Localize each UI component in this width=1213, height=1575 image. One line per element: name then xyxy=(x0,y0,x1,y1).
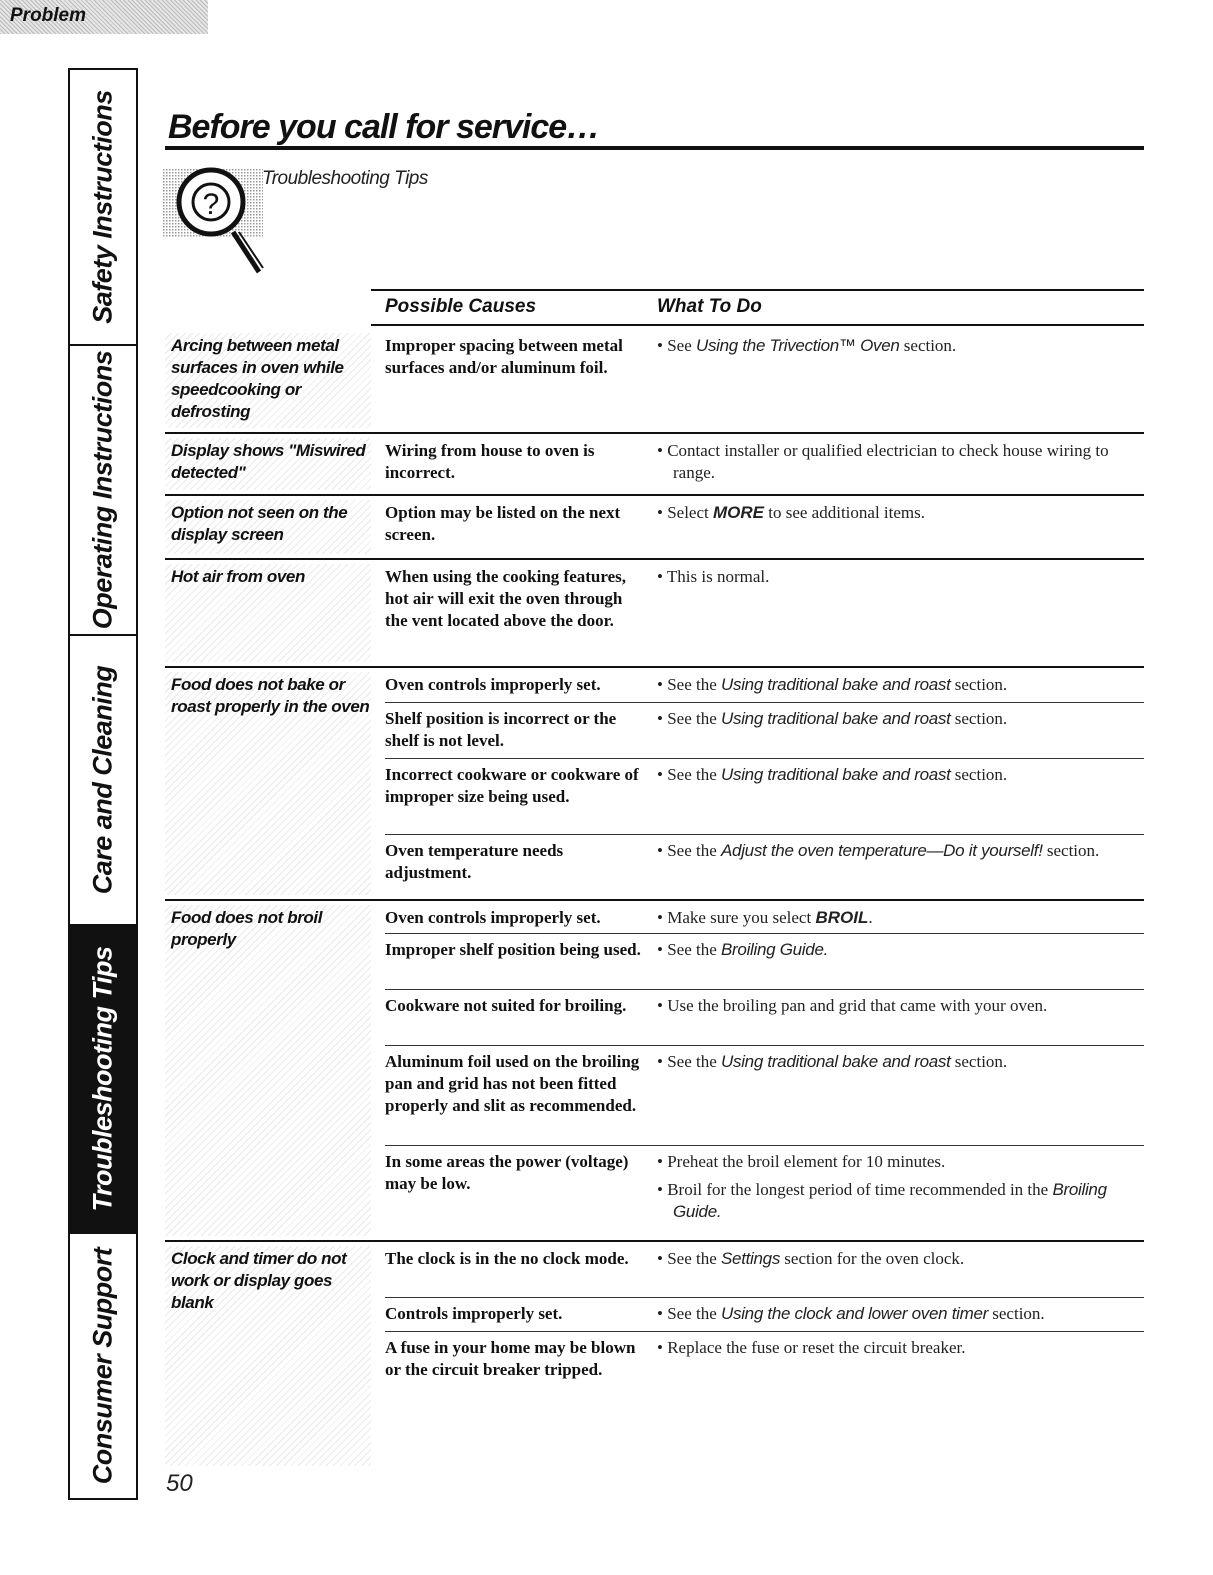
todo-bullet: • This is normal. xyxy=(657,567,770,586)
possible-cause: Oven controls improperly set. xyxy=(385,675,601,694)
possible-cause: Aluminum foil used on the broiling pan and grid has not been fitted properly and slit as recommended. xyxy=(385,1052,640,1115)
what-to-do xyxy=(657,995,1147,1017)
entry-divider xyxy=(385,1331,1144,1332)
page-number: 50 xyxy=(166,1470,193,1497)
possible-cause: Improper shelf position being used. xyxy=(385,940,641,959)
problem-text: Arcing between metal surfaces in oven while speedcooking or defrosting xyxy=(171,336,344,421)
possible-cause: Cookware not suited for broiling. xyxy=(385,996,627,1015)
todo-bullet: • See the Using the clock and lower oven timer section. xyxy=(657,1304,1045,1323)
problem-text: Hot air from oven xyxy=(171,567,305,586)
entry-divider xyxy=(385,758,1144,759)
possible-cause: Shelf position is incorrect or the shelf is not level. xyxy=(385,709,617,750)
problem-text: Option not seen on the display screen xyxy=(171,503,348,544)
todo-bullet: • See the Using traditional bake and roast section. xyxy=(657,675,1008,694)
header-bottom-rule xyxy=(371,324,1144,326)
what-to-do xyxy=(657,674,1147,696)
todo-bullet: • Use the broiling pan and grid that came with your oven. xyxy=(657,996,1048,1015)
side-tab-safety[interactable] xyxy=(70,70,136,346)
what-to-do xyxy=(657,1248,1147,1270)
what-to-do xyxy=(657,566,1147,588)
side-tab-label: Operating Instructions xyxy=(87,350,118,630)
todo-bullet: • See the Settings section for the oven clock. xyxy=(657,1249,965,1268)
side-tab-strip xyxy=(68,68,138,1500)
row-divider xyxy=(165,494,1144,496)
side-tab-care[interactable] xyxy=(70,636,136,926)
possible-cause: Improper spacing between metal surfaces and/or aluminum foil. xyxy=(385,336,623,377)
problem-text: Clock and timer do not work or display goes blank xyxy=(171,1249,347,1312)
problem-text: Food does not bake or roast properly in the oven xyxy=(171,675,370,716)
row-divider xyxy=(165,899,1144,901)
header-top-rule xyxy=(371,289,1144,291)
entry-divider xyxy=(385,1045,1144,1046)
what-to-do xyxy=(657,1051,1147,1073)
todo-bullet: • See the Adjust the oven temperature—Do it yourself! section. xyxy=(657,841,1100,860)
todo-bullet: • Make sure you select BROIL. xyxy=(657,908,873,927)
what-to-do xyxy=(657,907,1147,929)
entry-divider xyxy=(385,834,1144,835)
side-tab-label: Troubleshooting Tips xyxy=(87,946,118,1212)
row-divider xyxy=(165,666,1144,668)
todo-bullet: • Broil for the longest period of time recommended in the Broiling Guide. xyxy=(657,1180,1107,1221)
side-tab-consumer-support[interactable] xyxy=(70,1234,136,1498)
problem-text: Food does not broil properly xyxy=(171,908,323,949)
possible-cause: In some areas the power (voltage) may be low. xyxy=(385,1152,629,1193)
possible-cause: Wiring from house to oven is incorrect. xyxy=(385,441,595,482)
what-to-do xyxy=(657,1337,1147,1359)
column-header-problem: Problem xyxy=(0,0,208,34)
entry-divider xyxy=(385,1297,1144,1298)
todo-bullet: • See the Using traditional bake and roast section. xyxy=(657,709,1008,728)
problem-cell-background xyxy=(165,905,371,1236)
section-subtitle: Troubleshooting Tips xyxy=(262,168,428,189)
title-rule xyxy=(165,146,1144,150)
what-to-do xyxy=(657,502,1147,524)
what-to-do xyxy=(657,840,1147,862)
todo-bullet: • See the Using traditional bake and roast section. xyxy=(657,1052,1008,1071)
side-tab-troubleshooting[interactable] xyxy=(70,926,136,1234)
svg-text:?: ? xyxy=(202,188,220,221)
todo-bullet: • See the Broiling Guide. xyxy=(657,940,829,959)
todo-bullet: • See Using the Trivection™ Oven section. xyxy=(657,336,957,355)
todo-bullet: • Preheat the broil element for 10 minutes. xyxy=(657,1152,946,1171)
row-divider xyxy=(165,558,1144,560)
entry-divider xyxy=(385,933,1144,934)
what-to-do xyxy=(657,708,1147,730)
question-magnifier-icon xyxy=(163,160,273,280)
possible-cause: Incorrect cookware or cookware of improper size being used. xyxy=(385,765,639,806)
possible-cause: Option may be listed on the next screen. xyxy=(385,503,621,544)
possible-cause: The clock is in the no clock mode. xyxy=(385,1249,629,1268)
problem-text: Display shows "Miswired detected" xyxy=(171,441,366,482)
entry-divider xyxy=(385,1145,1144,1146)
side-tab-label: Safety Instructions xyxy=(87,90,118,324)
possible-cause: Oven controls improperly set. xyxy=(385,908,601,927)
what-to-do xyxy=(657,939,1147,961)
entry-divider xyxy=(385,702,1144,703)
todo-bullet: • Select MORE to see additional items. xyxy=(657,503,925,522)
what-to-do xyxy=(657,764,1147,786)
side-tab-operating[interactable] xyxy=(70,346,136,636)
column-header-todo: What To Do xyxy=(657,296,762,317)
todo-bullet: • Contact installer or qualified electrician to check house wiring to range. xyxy=(657,441,1109,482)
todo-bullet: • Replace the fuse or reset the circuit breaker. xyxy=(657,1338,966,1357)
what-to-do xyxy=(657,1151,1147,1223)
column-header-causes: Possible Causes xyxy=(385,296,537,317)
possible-cause: Oven temperature needs adjustment. xyxy=(385,841,564,882)
possible-cause: A fuse in your home may be blown or the circuit breaker tripped. xyxy=(385,1338,636,1379)
todo-bullet: • See the Using traditional bake and roast section. xyxy=(657,765,1008,784)
possible-cause: Controls improperly set. xyxy=(385,1304,563,1323)
page-title: Before you call for service… xyxy=(168,108,600,146)
row-divider xyxy=(165,1240,1144,1242)
row-divider xyxy=(165,432,1144,434)
entry-divider xyxy=(385,989,1144,990)
what-to-do xyxy=(657,440,1147,484)
what-to-do xyxy=(657,1303,1147,1325)
possible-cause: When using the cooking features, hot air will exit the oven through the vent located above the door. xyxy=(385,567,627,630)
side-tab-label: Consumer Support xyxy=(87,1247,118,1485)
what-to-do xyxy=(657,335,1147,357)
side-tab-label: Care and Cleaning xyxy=(87,665,118,895)
